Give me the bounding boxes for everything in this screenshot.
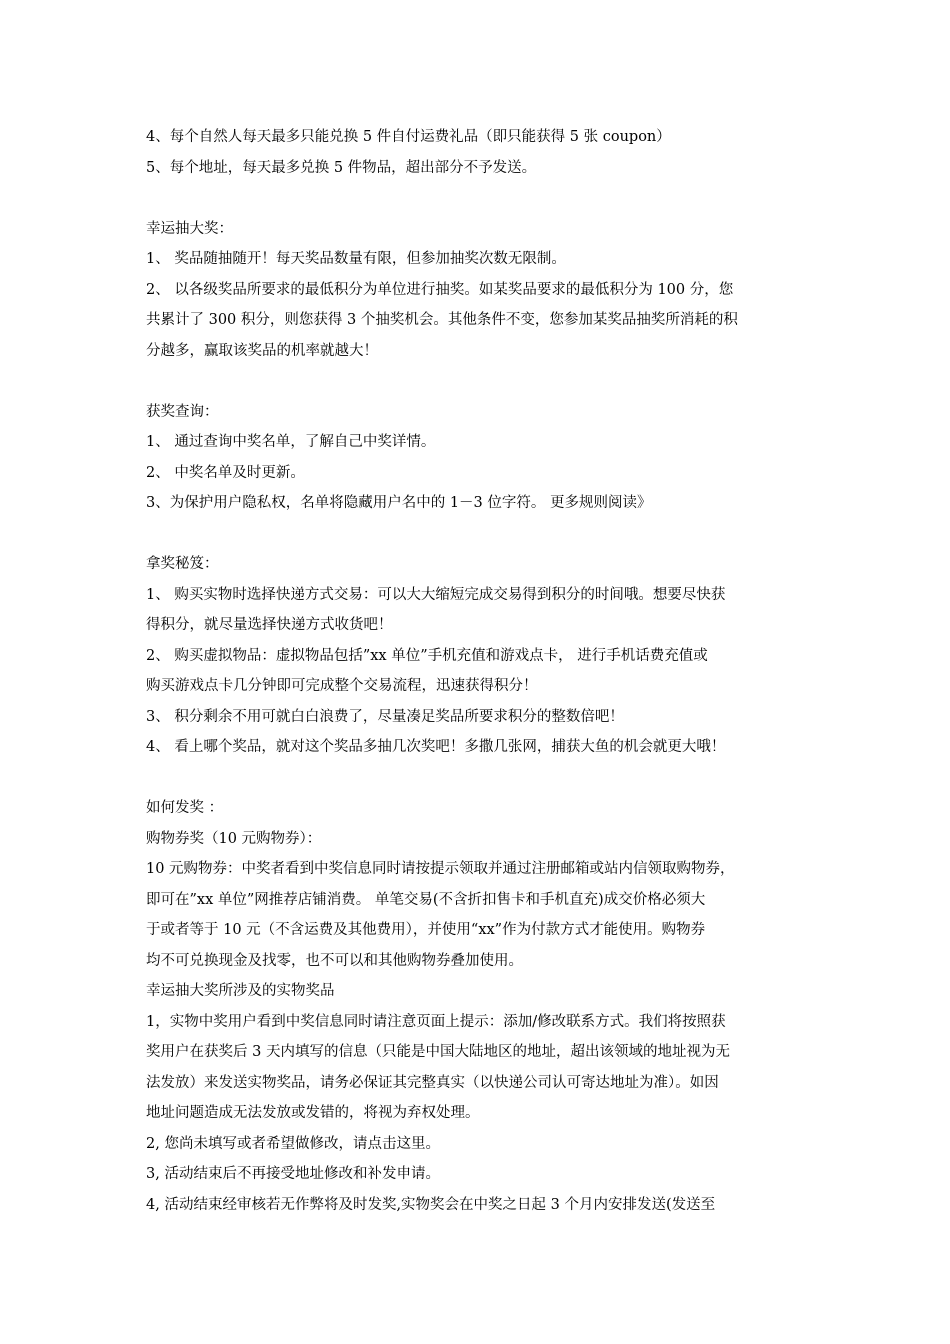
tips-line: 得积分，就尽量选择快递方式收货吧！: [146, 617, 393, 633]
delivery-line: 购物券奖（10 元购物券）：: [146, 830, 322, 847]
delivery-line: 即可在”xx 单位”网推荐店铺消费。 单笔交易(不含折扣售卡和手机直充)成交价格必须大: [146, 891, 706, 908]
delivery-line: 2, 您尚未填写或者希望做修改，请点击这里。: [146, 1135, 440, 1152]
delivery-line: 地址问题造成无法发放或发错的，将视为弃权处理。: [146, 1105, 480, 1121]
tips-heading: 拿奖秘笈：: [146, 556, 219, 572]
tips-line: 4、 看上哪个奖品，就对这个奖品多抽几次奖吧！多撒几张网，捕获大鱼的机会就更大哦！: [146, 739, 726, 755]
delivery-line: 10 元购物券：中奖者看到中奖信息同时请按提示领取并通过注册邮箱或站内信领取购物券，: [146, 861, 735, 877]
rule-line-5: 5、每个地址，每天最多兑换 5 件物品，超出部分不予发送。: [146, 159, 537, 176]
delivery-line: 于或者等于 10 元（不含运费及其他费用），并使用“xx”作为付款方式才能使用。购物券: [146, 922, 706, 938]
delivery-line: 均不可兑换现金及找零，也不可以和其他购物券叠加使用。: [146, 952, 523, 969]
section-gap: [146, 183, 810, 214]
section-gap: [146, 763, 810, 794]
delivery-heading: 如何发奖 ：: [146, 800, 224, 816]
section-gap: [146, 366, 810, 397]
lucky-draw-line: 1、 奖品随抽随开！每天奖品数量有限，但参加抽奖次数无限制。: [146, 251, 566, 267]
rule-line-4: 4、每个自然人每天最多只能兑换 5 件自付运费礼品（即只能获得 5 张 coupon）: [146, 129, 671, 145]
prize-query-line: 1、 通过查询中奖名单，了解自己中奖详情。: [146, 434, 436, 450]
delivery-line: 4, 活动结束经审核若无作弊将及时发奖,实物奖会在中奖之日起 3 个月内安排发送(发送至: [146, 1196, 716, 1213]
tips-line: 2、 购买虚拟物品：虚拟物品包括”xx 单位”手机充值和游戏点卡， 进行手机话费充值或: [146, 647, 708, 664]
tips-line: 1、 购买实物时选择快递方式交易：可以大大缩短完成交易得到积分的时间哦。想要尽快获: [146, 586, 726, 603]
document-body: [146, 122, 810, 1220]
delivery-line: 1，实物中奖用户看到中奖信息同时请注意页面上提示：添加/修改联系方式。我们将按照获: [146, 1013, 726, 1030]
tips-line: 3、 积分剩余不用可就白白浪费了，尽量凑足奖品所要求积分的整数倍吧！: [146, 708, 624, 725]
delivery-line: 法发放）来发送实物奖品，请务必保证其完整真实（以快递公司认可寄达地址为准）。如因: [146, 1074, 719, 1091]
prize-query-line: 2、 中奖名单及时更新。: [146, 464, 305, 481]
prize-query-heading: 获奖查询：: [146, 403, 219, 420]
prize-query-line: 3、为保护用户隐私权，名单将隐藏用户名中的 1－3 位字符。 更多规则阅读》: [146, 495, 652, 511]
lucky-draw-line: 分越多，赢取该奖品的机率就越大！: [146, 342, 378, 359]
section-gap: [146, 519, 810, 550]
lucky-draw-heading: 幸运抽大奖：: [146, 220, 233, 237]
delivery-line: 3, 活动结束后不再接受地址修改和补发申请。: [146, 1166, 440, 1182]
delivery-line: 奖用户在获奖后 3 天内填写的信息（只能是中国大陆地区的地址，超出该领域的地址视为无: [146, 1044, 730, 1060]
lucky-draw-line: 2、 以各级奖品所要求的最低积分为单位进行抽奖。如某奖品要求的最低积分为 100 分，您: [146, 281, 734, 298]
delivery-line: 幸运抽大奖所涉及的实物奖品: [146, 983, 335, 999]
lucky-draw-line: 共累计了 300 积分，则您获得 3 个抽奖机会。其他条件不变，您参加某奖品抽奖所消耗的积: [146, 312, 738, 328]
tips-line: 购买游戏点卡几分钟即可完成整个交易流程，迅速获得积分！: [146, 678, 538, 694]
